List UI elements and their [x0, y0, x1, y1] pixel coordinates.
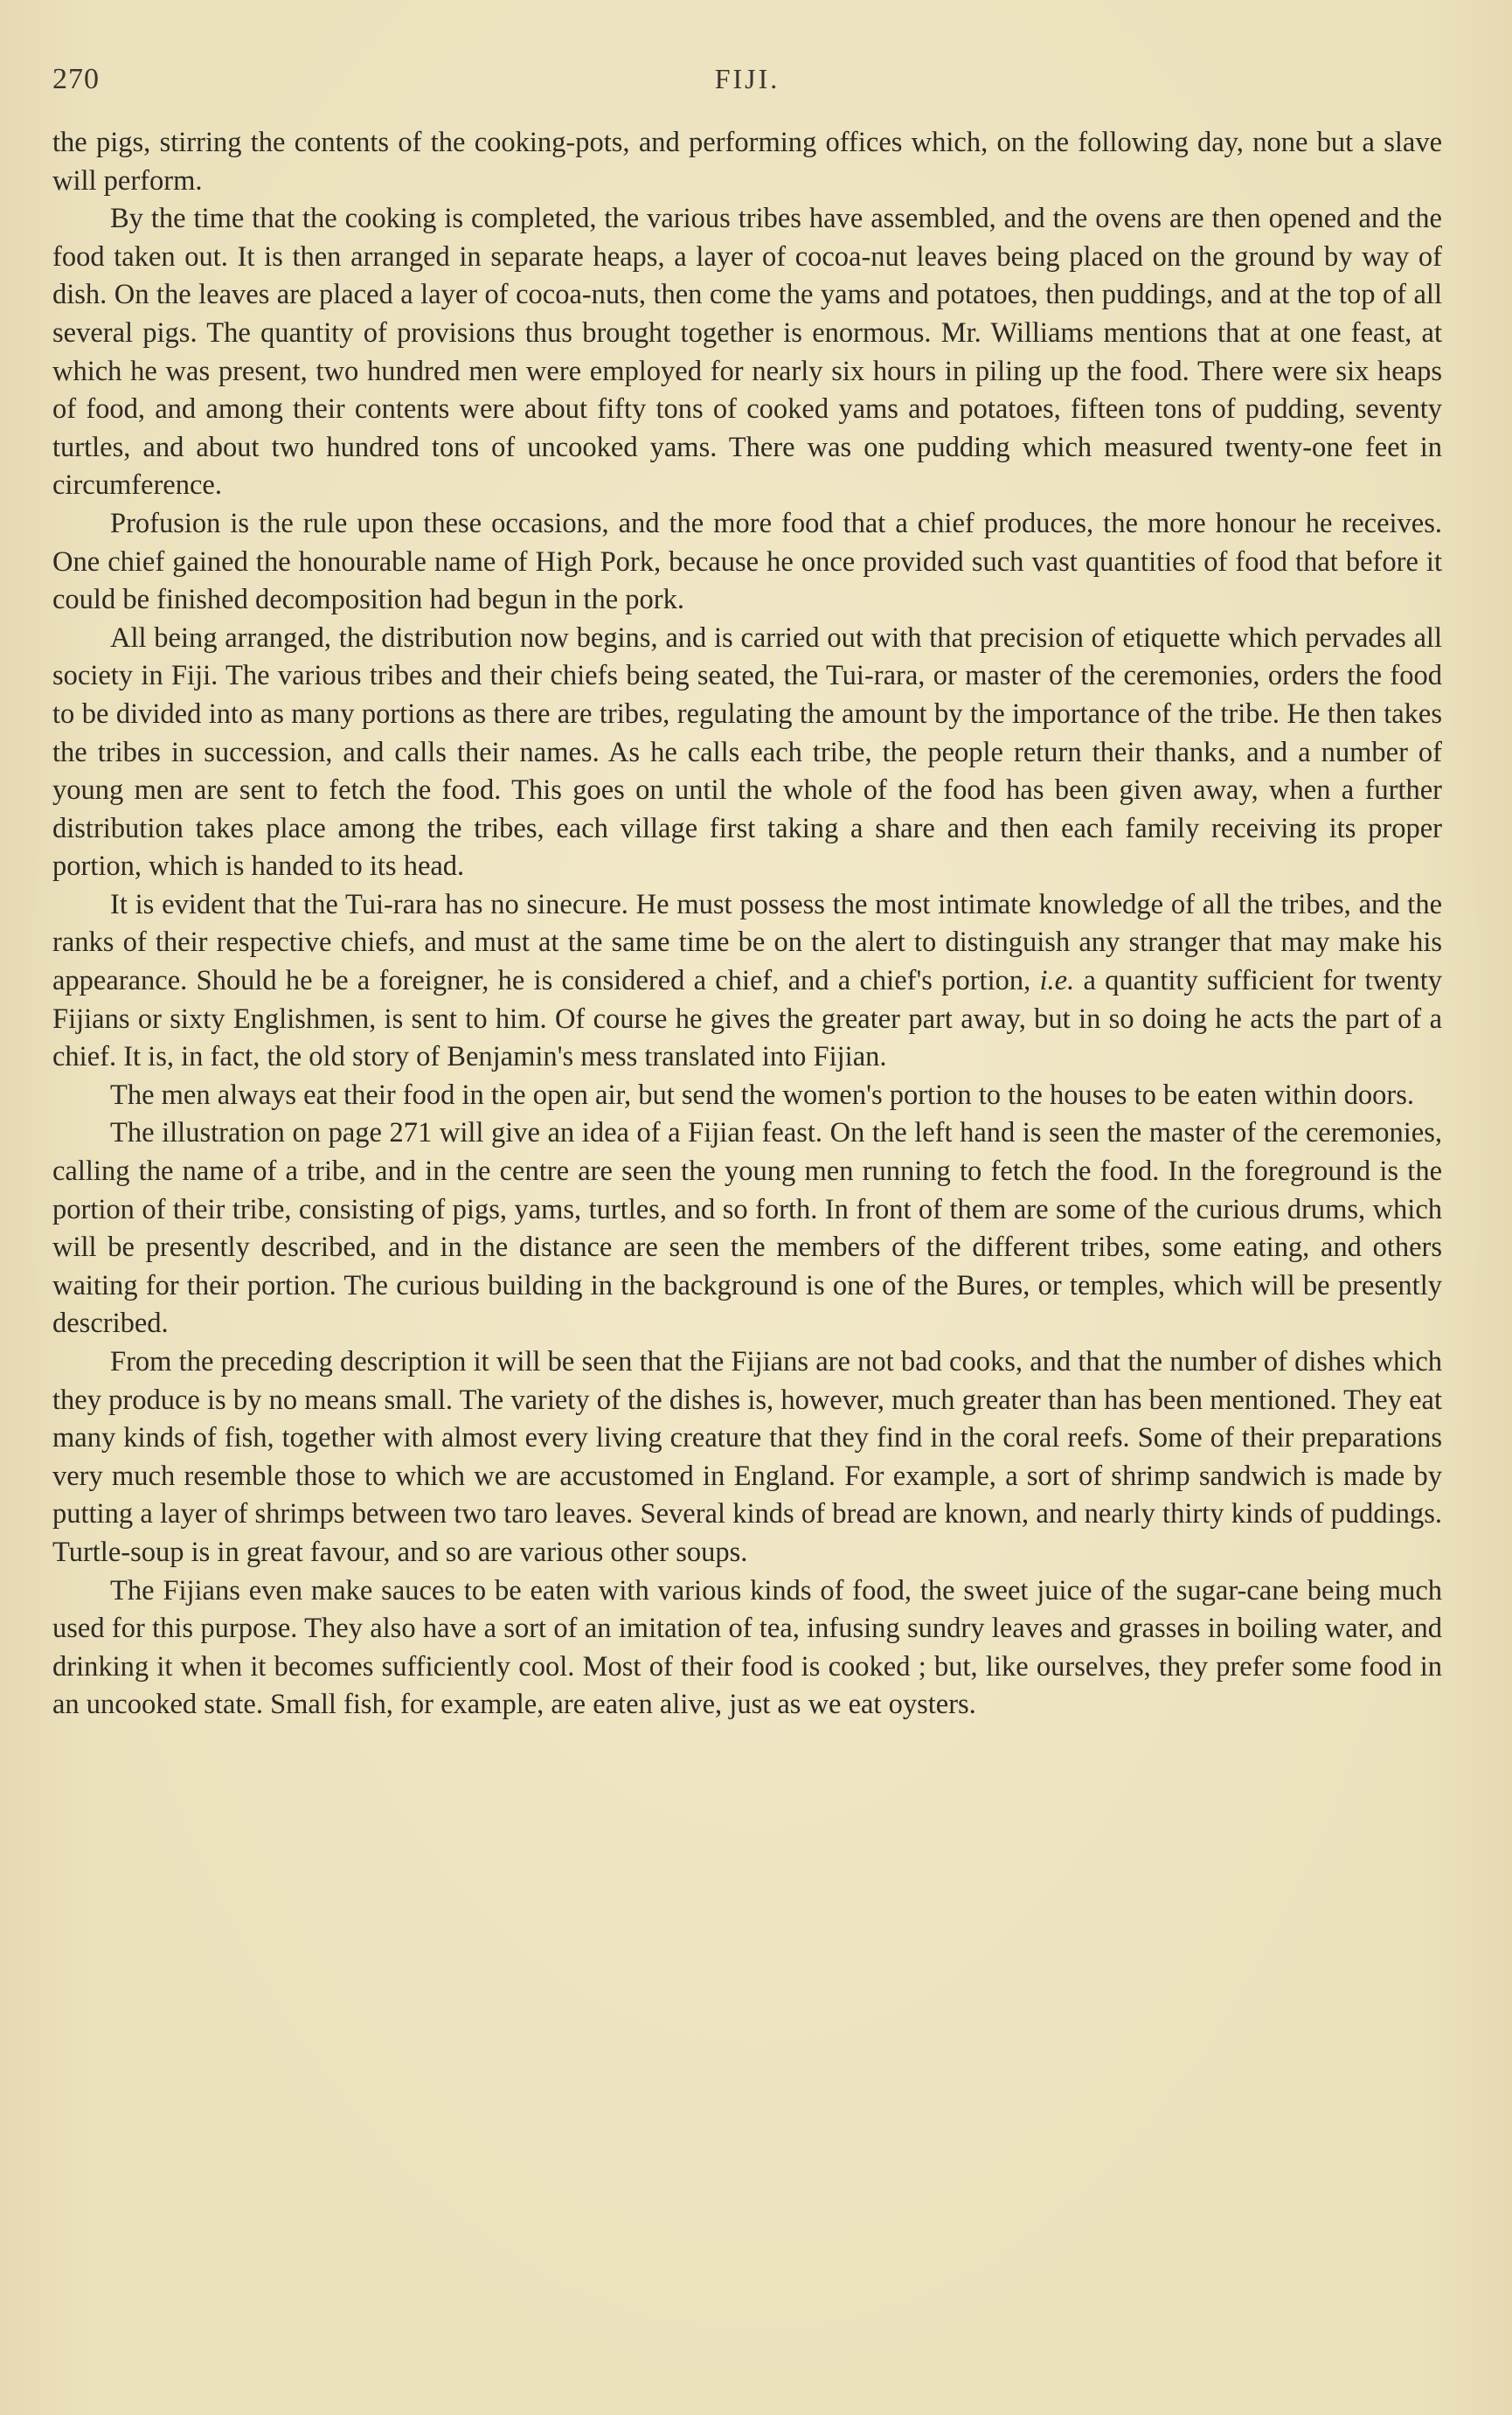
- paragraph-sauces: The Fijians even make sauces to be eaten with various kinds of food, the sweet juice of the sugar-cane being much used for this purpose. They also have a sort of an imitation of tea, infusing sundry leaves and grasses in boiling water, and drinking it when it becomes sufficiently cool. Most of their food is cooked ; but, like ourselves, they prefer some food in an uncooked state. Small fish, for example, are eaten alive, just as we eat oysters.: [52, 1574, 1442, 1721]
- italic-ie: i.e.: [1039, 965, 1075, 997]
- paragraph-cooking-completed: By the time that the cooking is completed, the various tribes have assembled, and the ovens are then opened and the food taken out. It is then arranged in separate heaps, a layer of cocoa-nut leaves being placed on the ground by way of dish. On the leaves are placed a layer of cocoa-nuts, then come the yams and potatoes, then puddings, and at the top of all several pigs. The quantity of provisions thus brought together is enormous. Mr. Williams mentions that at one feast, at which he was present, two hundred men were employed for nearly six hours in piling up the food. There were six heaps of food, and among their contents were about fifty tons of cooked yams and potatoes, fifteen tons of pudding, seventy turtles, and about two hundred tons of uncooked yams. There was one pudding which measured twenty-one feet in circumference.: [52, 203, 1442, 502]
- body-text: [52, 124, 1442, 1725]
- paragraph-distribution: All being arranged, the distribution now begins, and is carried out with that precision of etiquette which pervades all society in Fiji. The various tribes and their chiefs being seated, the Tui-rara, or master of the ceremonies, orders the food to be divided into as many portions as there are tribes, regulating the amount by the importance of the tribe. He then takes the tribes in succession, and calls their names. As he calls each tribe, the people return their thanks, and a number of young men are sent to fetch the food. This goes on until the whole of the food has been given away, when a further distribution takes place among the tribes, each village first taking a share and then each family receiving its proper portion, which is handed to its head.: [52, 621, 1442, 883]
- paragraph-continuation: the pigs, stirring the contents of the cooking-pots, and performing offices which, on the following day, none but a slave will perform.: [52, 127, 1442, 197]
- paragraph-illustration: The illustration on page 271 will give an idea of a Fijian feast. On the left hand is seen the master of the ceremonies, calling the name of a tribe, and in the centre are seen the young men running to fetch the food. In the foreground is the portion of their tribe, consisting of pigs, yams, turtles, and so forth. In front of them are some of the curious drums, which will be presently described, and in the distance are seen the members of the different tribes, some eating, and others waiting for their portion. The curious building in the background is one of the Bures, or temples, which will be presently described.: [52, 1117, 1442, 1340]
- tui-rara-text-end: a quantity sufficient for twenty Fijians or sixty Englishmen, is sent to him. Of course he gives the greater part away, but in so doing he acts the part of a chief. It is, in fact, the old story of Benjamin's mess translated into Fijian.: [52, 965, 1442, 1073]
- page-number: 270: [52, 63, 100, 95]
- tui-rara-text-start: It is evident that the Tui-rara has no sinecure. He must possess the most intimate knowledge of all the tribes, and the ranks of their respective chiefs, and must at the same time be on the alert to distinguish any stranger that may make his appearance. Should he be a foreigner, he is considered a chief, and a chief's portion,: [52, 888, 1442, 997]
- paragraph-open-air: The men always eat their food in the open air, but send the women's portion to the houses to be eaten within doors.: [110, 1079, 1414, 1111]
- book-page: [52, 63, 1442, 1725]
- paragraph-tui-rara: [52, 886, 1442, 1077]
- running-head: [52, 63, 1442, 108]
- paragraph-dishes: From the preceding description it will be seen that the Fijians are not bad cooks, and that the number of dishes which they produce is by no means small. The variety of the dishes is, however, much greater than has been mentioned. They eat many kinds of fish, together with almost every living creature that they find in the coral reefs. Some of their preparations very much resemble those to which we are accustomed in England. For example, a sort of shrimp sandwich is made by putting a layer of shrimps between two taro leaves. Several kinds of bread are known, and nearly thirty kinds of puddings. Turtle-soup is in great favour, and so are various other soups.: [52, 1346, 1442, 1568]
- paragraph-profusion: Profusion is the rule upon these occasions, and the more food that a chief produces, the more honour he receives. One chief gained the honourable name of High Pork, because he once provided such vast quantities of food that before it could be finished decomposition had begun in the pork.: [52, 507, 1442, 616]
- running-title: FIJI.: [714, 63, 780, 94]
